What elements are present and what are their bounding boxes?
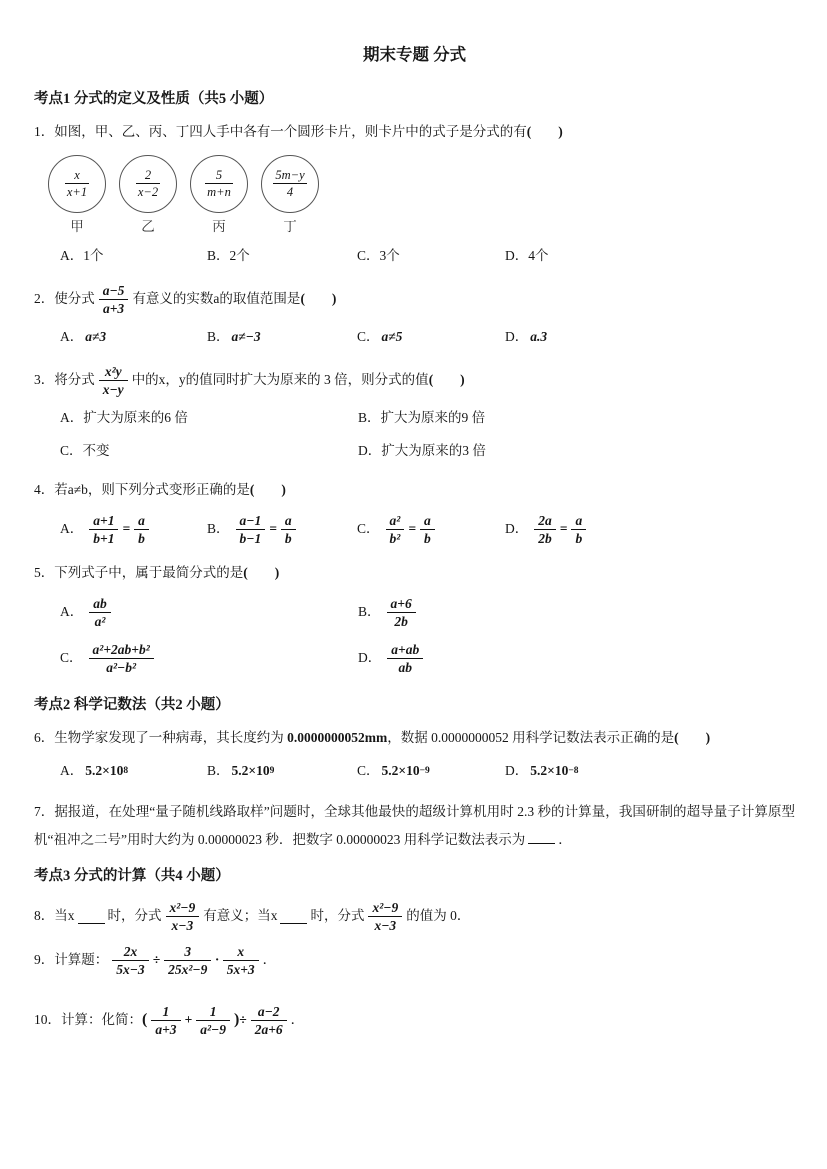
card-circle [261,155,319,213]
q6-option-b: B． 5.2×10 9 [207,762,275,778]
question-3-stem [34,364,795,398]
q1-option-a: A．1个 [60,247,104,263]
fraction: $\frac{5m-y}{4}$ [275,168,305,200]
q10-end: ． [290,1012,305,1028]
question-1-stem [34,122,795,143]
q6-options [60,761,795,782]
fraction: $\frac{a+1}{b+1}$ [89,513,118,547]
card-circle [190,155,248,213]
question-2-stem [34,283,795,317]
exponent: −8 [568,766,579,777]
q1-cards [48,155,795,238]
question-5-stem [34,563,795,584]
q7-end: ． [558,831,572,847]
q6-option-d: D． 5.2×10 −8 [505,762,579,778]
fraction: $\frac{x}{x+1}$ [66,168,88,200]
q4-option-a: A． $\frac{a+1}{b+1}$ = $\frac{a}{b}$ [60,513,207,547]
q3-answer-paren: ( ) [428,372,465,388]
section-3-heading: 考点3 分式的计算（共4 小题） [34,868,230,885]
q8-text-2: 时，分式 [107,908,162,924]
q4-text: 4．若a≠b，则下列分式变形正确的是 [34,481,250,497]
q4-option-b: B． $\frac{a-1}{b-1}$ = $\frac{a}{b}$ [207,513,357,547]
q8-text-4: 时，分式 [310,908,365,924]
q4-option-d: D． $\frac{2a}{2b}$ = $\frac{a}{b}$ [505,513,795,547]
q3-option-b: B．扩大为原来的9 倍 [358,409,486,425]
fraction: $\frac{a}{b}$ [420,513,435,547]
q7-text: 7．据报道，在处理“量子随机线路取样”问题时，全球其他最快的超级计算机用时 2.3 秒的计算量，我国研制的超导量子计算原型机“祖冲之二号”用时大约为 0.00000023 秒．把数字 0.00000023 用科学记数法表示为 [34,803,795,847]
q5-answer-paren: ( ) [243,564,280,580]
q3-text-post: 中的x，y的值同时扩大为原来的 3 倍，则分式的值 [131,372,429,388]
left-paren: ( [142,1011,148,1029]
equals-sign: = [269,521,277,537]
q4-options [60,513,795,547]
card-jia [48,155,106,238]
q1-option-d: D．4个 [505,247,549,263]
q6-option-a: A． 5.2×10 8 [60,762,129,778]
q1-option-c: C．3个 [357,247,400,263]
fraction: $\frac{\text{x²y}}{x-y}$ [99,364,128,398]
fraction: $\frac{1}{a+3}$ [151,1004,180,1038]
exponent: 8 [123,766,129,777]
q5-option-b: B． $\frac{a+6}{2b}$ [358,596,795,630]
q2-option-d: D． a.3 [505,328,548,344]
fraction: $\frac{\text{x²−9}}{x-3}$ [166,900,200,934]
divide-sign: ÷ [152,952,161,968]
q5-option-a: A． $\frac{ab}{\text{a²}}$ [60,596,358,630]
q3-text-pre: 3．将分式 [34,372,95,388]
card-bing [190,155,248,238]
fraction: $\frac{a}{b}$ [571,513,586,547]
fraction: $\frac{a}{b}$ [134,513,149,547]
q8-text-3: 有意义；当x [203,908,278,924]
q6-answer-paren: ( ) [674,730,711,746]
equals-sign: = [122,521,131,537]
fraction: $\frac{1}{\text{a²−9}}$ [196,1004,230,1038]
q1-options [60,246,795,267]
fraction: $\frac{2a}{2b}$ [534,513,556,547]
q2-option-c: C． a≠5 [357,328,403,344]
right-paren: ) [233,1011,240,1029]
fraction: $\frac{a-1}{b-1}$ [236,513,266,547]
q2-text-pre: 2．使分式 [34,291,95,307]
page-title: 期末专题 分式 [362,45,467,64]
section-1-heading: 考点1 分式的定义及性质（共5 小题） [34,90,274,107]
q6-text-post: ，数据 0.0000000052 用科学记数法表示正确的是 [387,730,675,746]
q3-option-d: D．扩大为原来的3 倍 [358,442,486,458]
card-label: 乙 [141,218,155,234]
divide-sign: ÷ [239,1012,247,1028]
fraction: $\frac{2}{x-2}$ [137,168,159,200]
q3-option-c: C．不变 [60,442,110,458]
q2-text-post: 有意义的实数a的取值范围是 [132,291,301,307]
q4-answer-paren: ( ) [249,481,286,497]
q2-option-a: A． a≠3 [60,328,107,344]
fraction: $\frac{\text{a²+2ab+b²}}{\text{a²−b²}}$ [89,642,154,676]
fraction: $\frac{a+ab}{ab}$ [387,642,423,676]
fraction: $\frac{a}{b}$ [281,513,296,547]
question-10-stem [34,1004,795,1038]
answer-blank [280,910,307,924]
exponent: 9 [269,766,275,777]
question-8-stem [34,900,795,934]
card-label: 丁 [283,218,297,234]
question-4-stem [34,480,795,501]
answer-blank [528,830,555,844]
q1-option-b: B．2个 [207,247,250,263]
fraction: $\frac{2x}{5x-3}$ [112,944,148,978]
fraction: $\frac{a-2}{2a+6}$ [251,1004,287,1038]
q8-text-1: 8．当x [34,908,75,924]
q5-options [60,596,795,676]
exponent: −9 [419,766,430,777]
q10-text: 10．计算：化简： [34,1012,142,1028]
q2-answer-paren: ( ) [300,291,337,307]
card-ding [261,155,319,238]
plus-sign: + [184,1012,193,1028]
card-circle [119,155,177,213]
fraction: $\frac{ab}{\text{a²}}$ [89,596,111,630]
q3-option-a: A．扩大为原来的6 倍 [60,409,188,425]
fraction: $\frac{a-5}{a+3}$ [99,283,129,317]
q5-option-c: C． $\frac{\text{a²+2ab+b²}}{\text{a²−b²}}$ [60,642,358,676]
q1-text: 1．如图，甲、乙、丙、丁四人手中各有一个圆形卡片，则卡片中的式子是分式的有 [34,124,527,140]
q5-option-d: D． $\frac{a+ab}{ab}$ [358,642,795,676]
fraction: $\frac{\text{a²}}{\text{b²}}$ [386,513,405,547]
q2-options [60,327,795,348]
fraction: $\frac{3}{\text{25x²−9}}$ [164,944,211,978]
section-2-heading: 考点2 科学记数法（共2 小题） [34,696,230,713]
multiply-dot: · [215,952,219,968]
card-yi [119,155,177,238]
q5-text: 5．下列式子中，属于最简分式的是 [34,564,244,580]
answer-blank [78,910,105,924]
q6-option-c: C． 5.2×10 −9 [357,762,430,778]
q9-end: ． [262,952,277,968]
q6-text-pre: 6．生物学家发现了一种病毒，其长度约为 [34,730,288,746]
question-7-stem [34,798,795,853]
q9-text: 9．计算题： [34,952,109,968]
equals-sign: = [408,521,417,537]
q8-text-5: 的值为 0． [406,908,471,924]
q1-answer-paren: ( ) [526,124,563,140]
question-6-stem [34,728,795,749]
card-label: 丙 [212,218,226,234]
fraction: $\frac{a+6}{2b}$ [387,596,416,630]
equals-sign: = [559,521,568,537]
q6-length-value: 0.0000000052mm [287,730,388,746]
q4-option-c: C． $\frac{\text{a²}}{\text{b²}}$ = $\frac{a}{b}$ [357,513,505,547]
question-9-stem [34,944,795,978]
card-circle [48,155,106,213]
card-label: 甲 [70,218,84,234]
q3-options [60,408,795,462]
fraction: $\frac{x}{5x+3}$ [223,944,259,978]
q2-option-b: B． a≠−3 [207,328,261,344]
fraction: $\frac{\text{x²−9}}{x-3}$ [368,900,402,934]
fraction: $\frac{5}{m+n}$ [207,168,231,200]
